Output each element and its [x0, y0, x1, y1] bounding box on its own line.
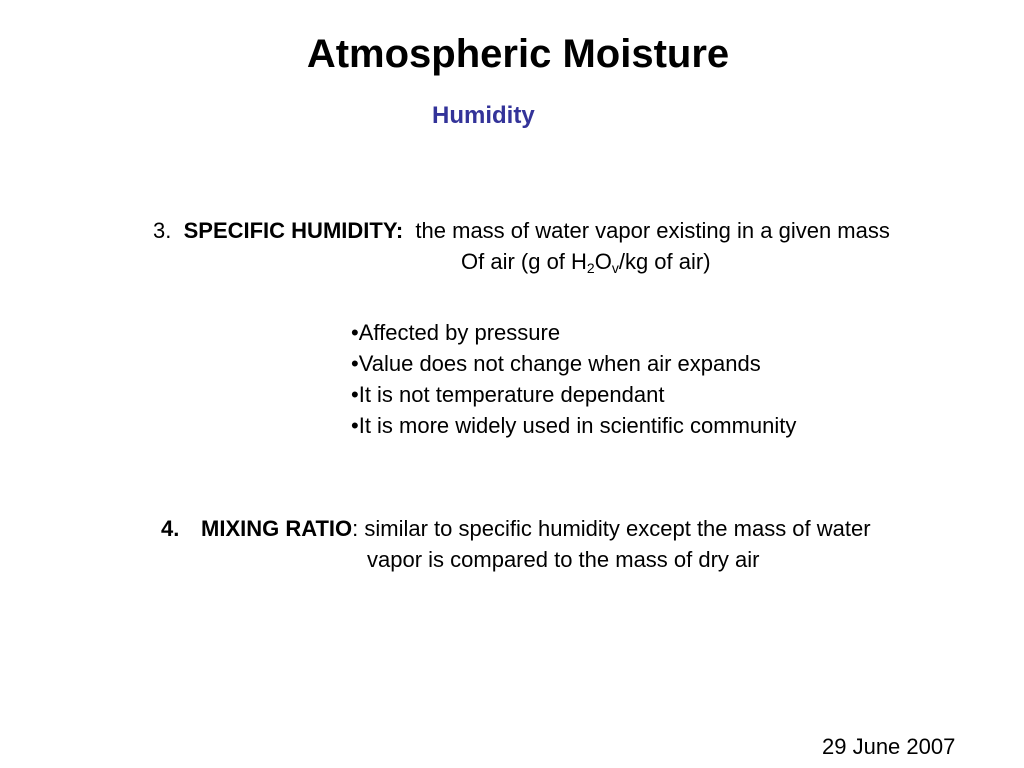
units-prefix: Of air (g of H	[461, 249, 587, 274]
specific-humidity-definition	[153, 216, 890, 246]
specific-humidity-units	[461, 247, 711, 277]
mixing-ratio-term: MIXING RATIO	[201, 516, 353, 541]
definition-text: : similar to specific humidity except the mass of water	[352, 516, 871, 541]
section-number: 4.	[161, 516, 180, 541]
units-middle: O	[594, 249, 612, 274]
bullet-item: •Value does not change when air expands	[351, 351, 761, 376]
units-suffix: /kg of air)	[618, 249, 711, 274]
definition-text: the mass of water vapor existing in a given mass	[415, 218, 890, 243]
slide-title: Atmospheric Moisture	[306, 32, 730, 76]
section-number: 3.	[153, 218, 172, 243]
bullet-item: •It is more widely used in scientific community	[351, 413, 797, 438]
specific-humidity-bullets	[351, 317, 796, 441]
mixing-ratio-definition-continued: vapor is compared to the mass of dry air	[367, 547, 760, 572]
mixing-ratio-definition	[161, 514, 871, 544]
footer-date: 29 June 2007	[822, 734, 956, 759]
slide-subtitle: Humidity	[432, 102, 535, 129]
subscript-v: v	[611, 260, 619, 276]
bullet-item: •Affected by pressure	[351, 320, 561, 345]
subscript-2: 2	[586, 260, 595, 276]
bullet-item: •It is not temperature dependant	[351, 382, 665, 407]
specific-humidity-term: SPECIFIC HUMIDITY:	[183, 218, 404, 243]
